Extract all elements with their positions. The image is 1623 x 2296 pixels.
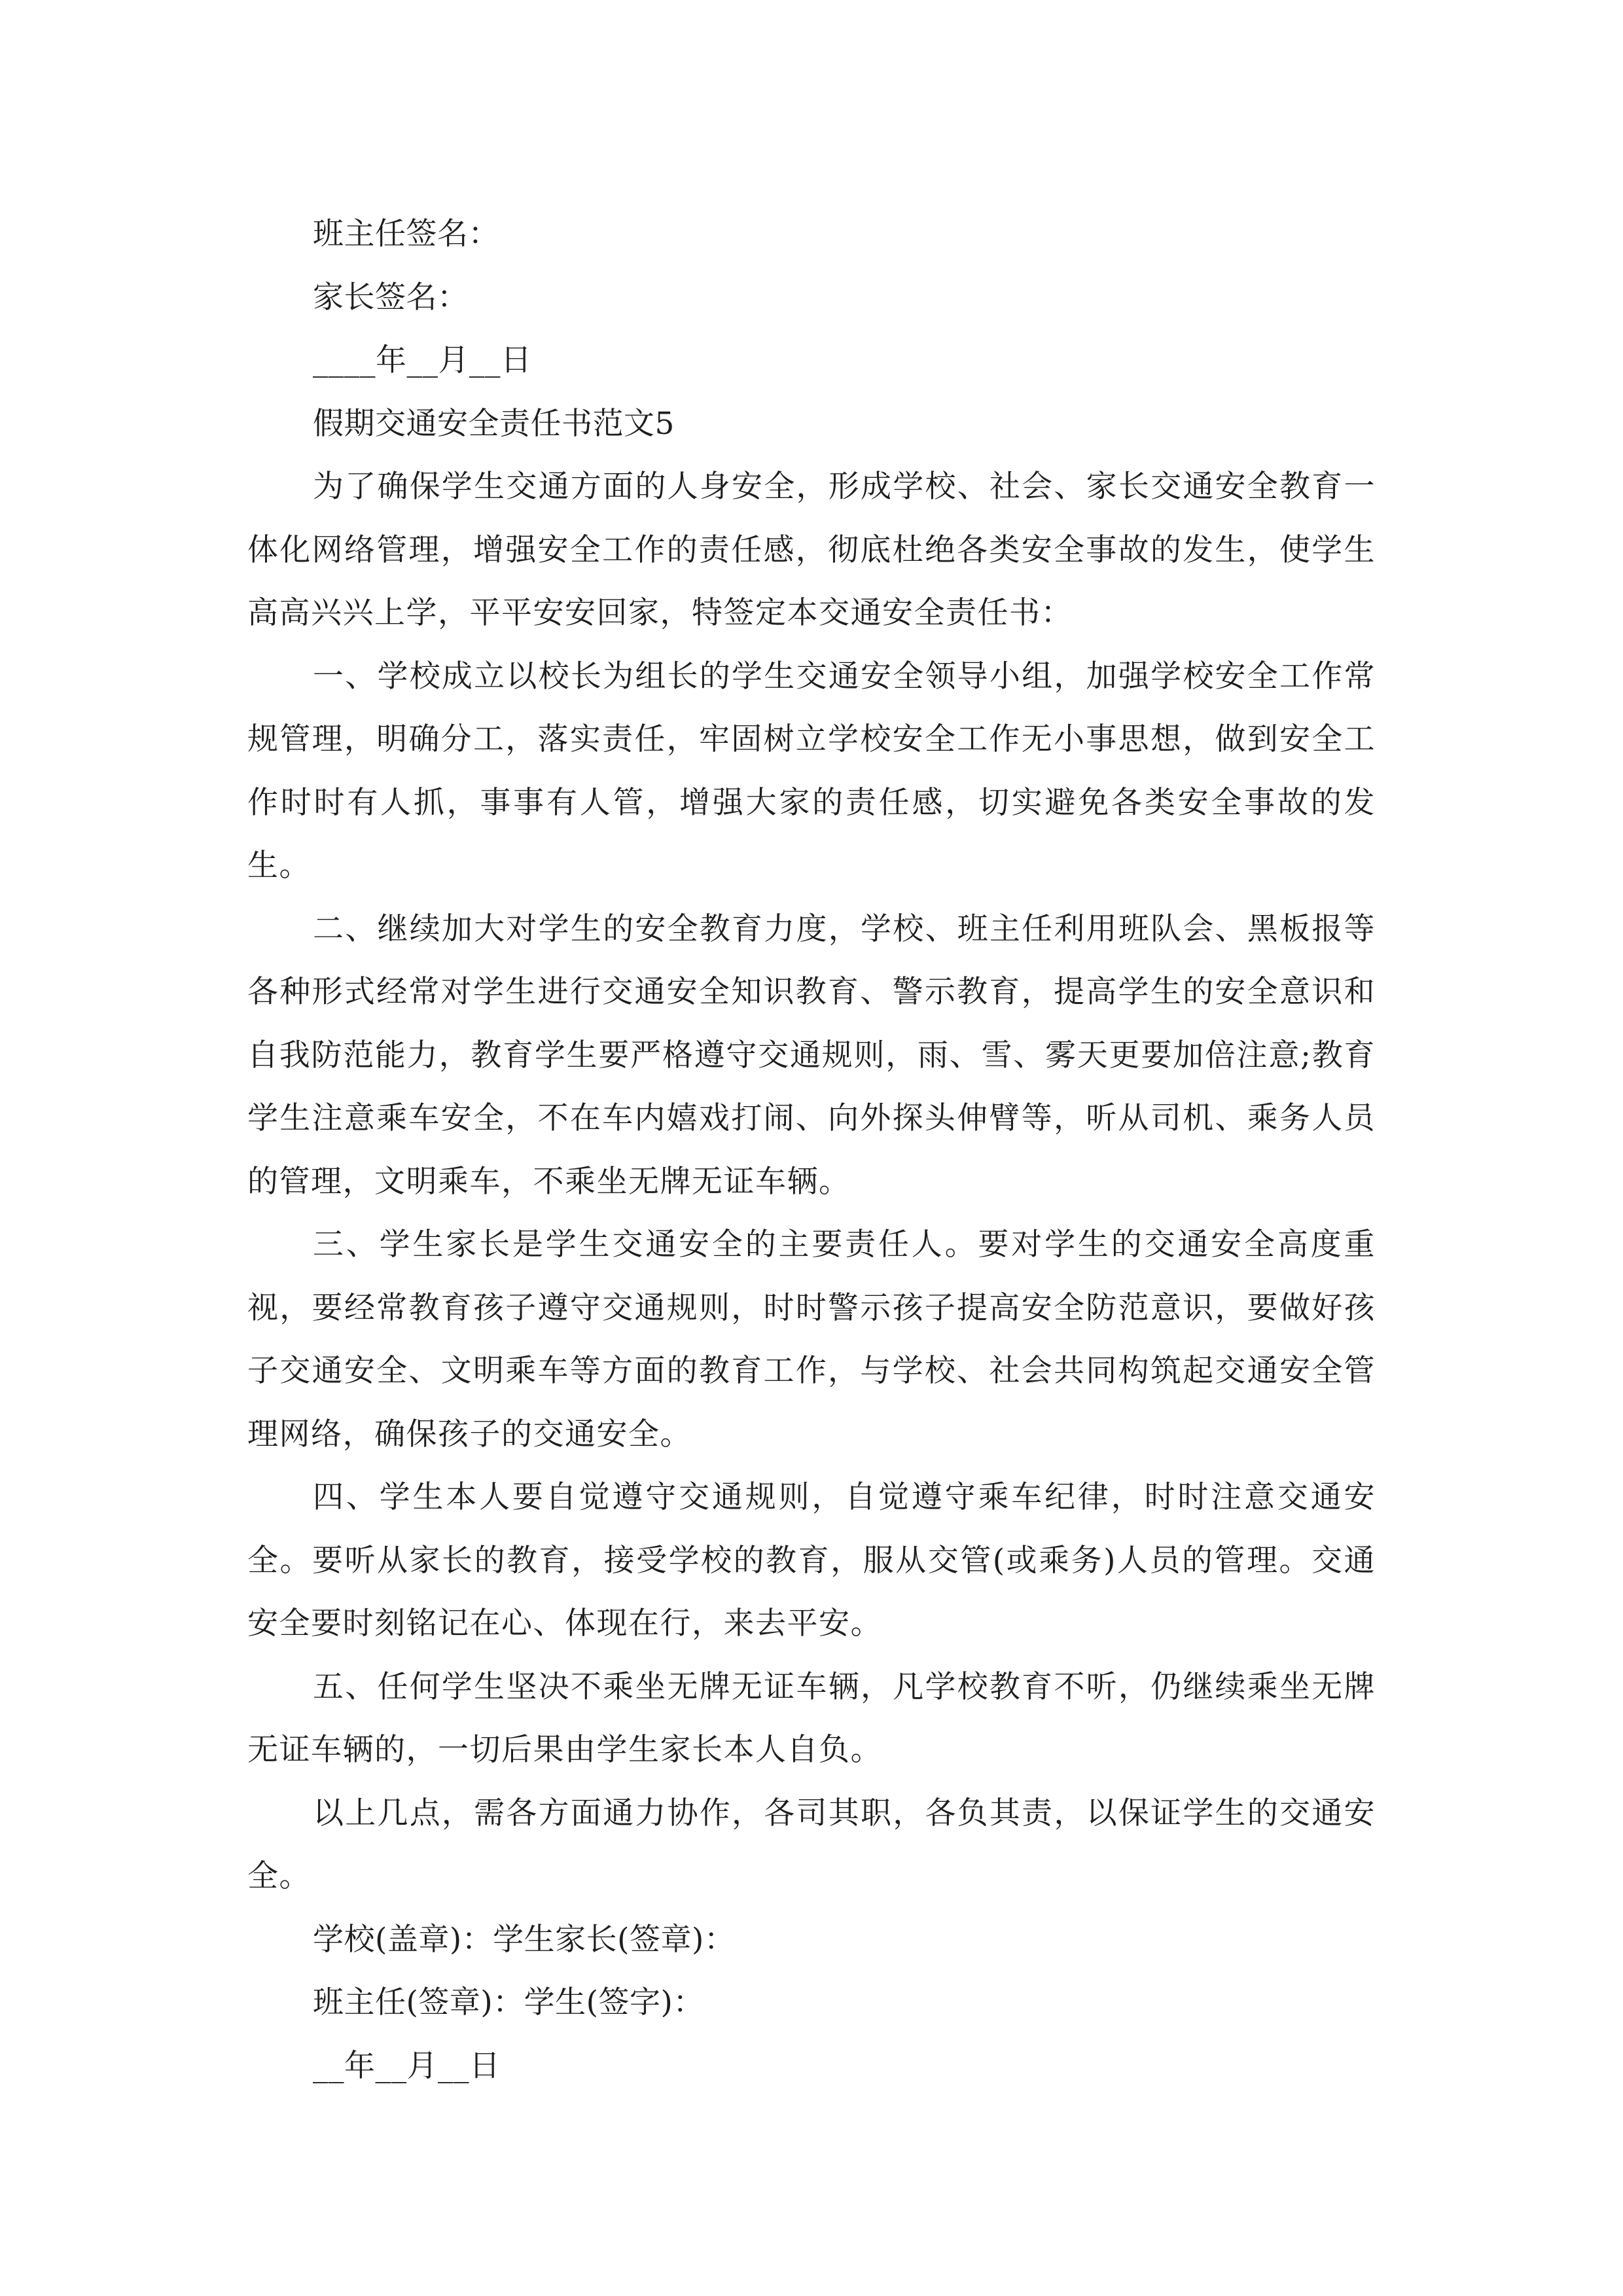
clause-4-paragraph: 四、学生本人要自觉遵守交通规则，自觉遵守乘车纪律，时时注意交通安全。要听从家长的教育，接受学校的教育，服从交管(或乘务)人员的管理。交通安全要时刻铭记在心、体现在行，来去平安。 bbox=[247, 1479, 1376, 1641]
clause-1-paragraph: 一、学校成立以校长为组长的学生交通安全领导小组，加强学校安全工作常规管理，明确分工，落实责任，牢固树立学校安全工作无小事思想，做到安全工作时时有人抓，事事有人管，增强大家的责任感，切实避免各类安全事故的发生。 bbox=[247, 658, 1376, 884]
closing-paragraph: 以上几点，需各方面通力协作，各司其职，各负其责，以保证学生的交通安全。 bbox=[247, 1795, 1376, 1894]
signature-date-line: ____年__月__日 bbox=[313, 342, 532, 378]
head-teacher-signature-line: 班主任签名： bbox=[313, 216, 499, 252]
document-body bbox=[247, 203, 1376, 2098]
final-date-line: __年__月__日 bbox=[313, 2047, 501, 2084]
section-title: 假期交通安全责任书范文5 bbox=[313, 405, 675, 442]
intro-paragraph: 为了确保学生交通方面的人身安全，形成学校、社会、家长交通安全教育一体化网络管理，增强安全工作的责任感，彻底杜绝各类安全事故的发生，使学生高高兴兴上学，平平安安回家，特签定本交通安全责任书： bbox=[247, 469, 1376, 631]
parent-signature-line: 家长签名： bbox=[313, 279, 469, 315]
clause-3-paragraph: 三、学生家长是学生交通安全的主要责任人。要对学生的交通安全高度重视，要经常教育孩子遵守交通规则，时时警示孩子提高安全防范意识，要做好孩子交通安全、文明乘车等方面的教育工作，与学校、社会共同构筑起交通安全管理网络，确保孩子的交通安全。 bbox=[247, 1227, 1376, 1452]
teacher-student-signature-line: 班主任(签章)：学生(签字)： bbox=[313, 1984, 704, 2020]
clause-5-paragraph: 五、任何学生坚决不乘坐无牌无证车辆，凡学校教育不听，仍继续乘坐无牌无证车辆的，一切后果由学生家长本人自负。 bbox=[247, 1668, 1376, 1768]
clause-2-paragraph: 二、继续加大对学生的安全教育力度，学校、班主任利用班队会、黑板报等各种形式经常对学生进行交通安全知识教育、警示教育，提高学生的安全意识和自我防范能力，教育学生要严格遵守交通规则，雨、雪、雾天更要加倍注意;教育学生注意乘车安全，不在车内嬉戏打闹、向外探头伸臂等，听从司机、乘务人员的管理，文明乘车，不乘坐无牌无证车辆。 bbox=[247, 910, 1376, 1200]
school-parent-signature-line: 学校(盖章)：学生家长(签章)： bbox=[313, 1921, 736, 1958]
